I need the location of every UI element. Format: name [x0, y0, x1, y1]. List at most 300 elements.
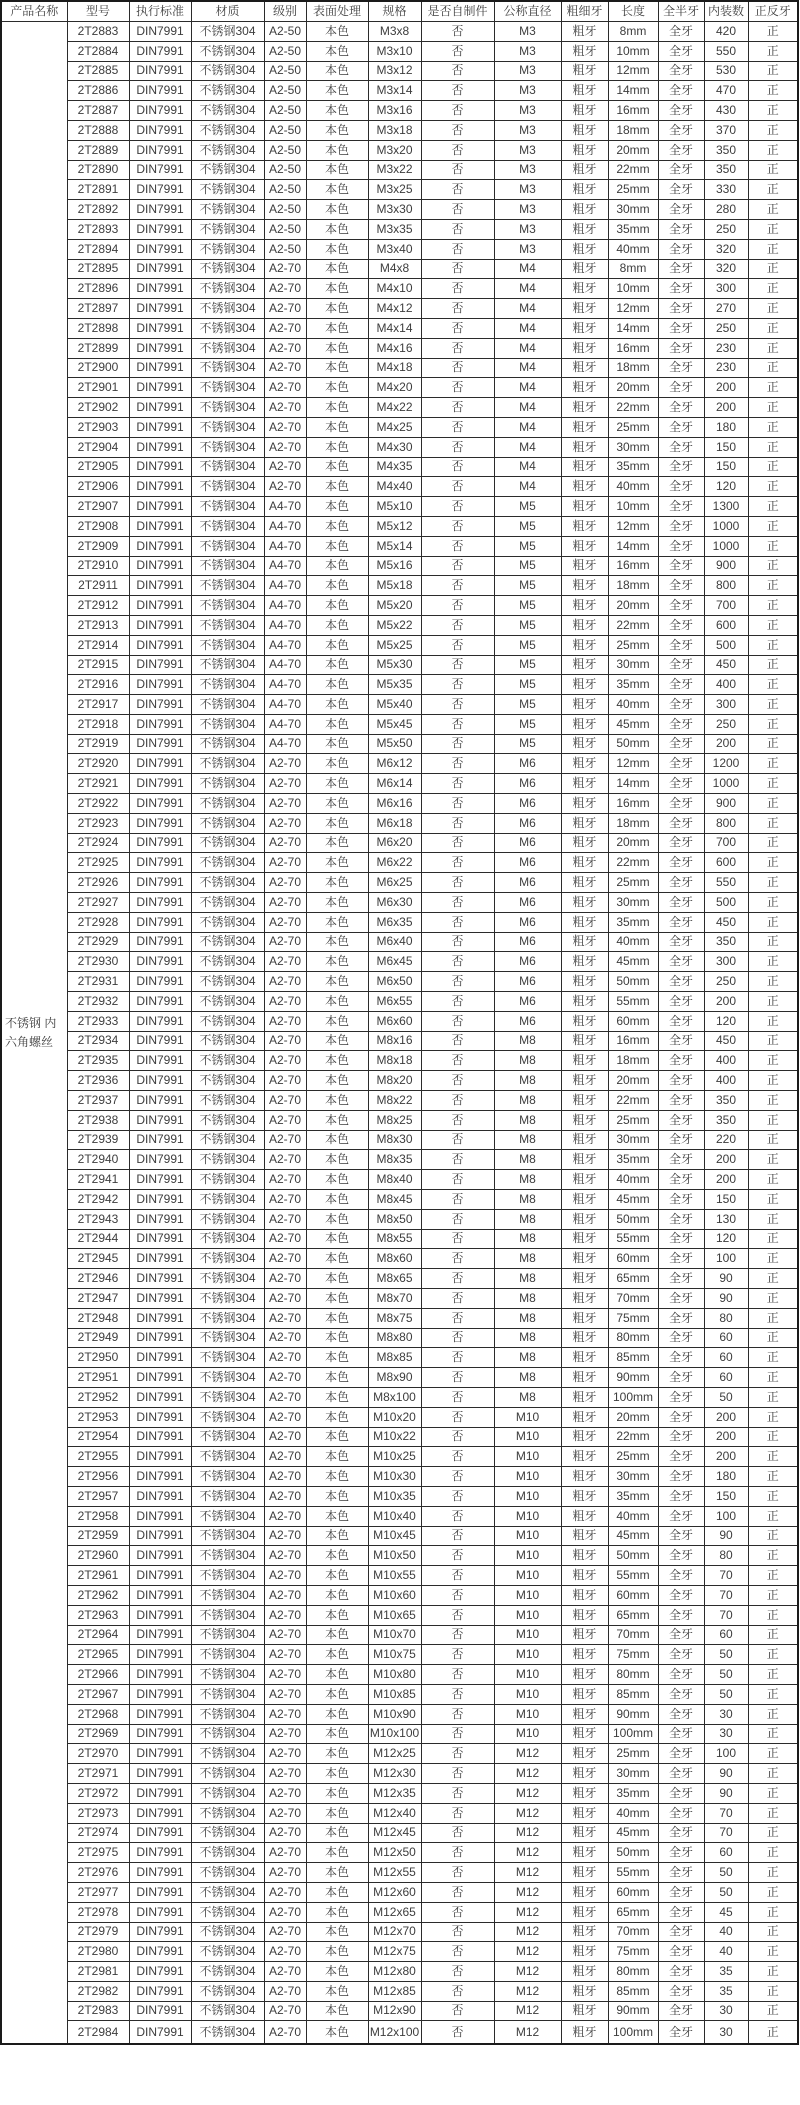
cell-pack-qty: 70: [704, 1803, 748, 1823]
cell-length: 18mm: [608, 576, 658, 596]
cell-thread-direction: 正: [748, 1665, 798, 1685]
cell-surface: 本色: [306, 1130, 368, 1150]
table-row: [1, 1783, 798, 1803]
cell-spec: M12x55: [368, 1863, 421, 1883]
cell-thread-coverage: 全牙: [658, 219, 704, 239]
cell-selfmade: 否: [421, 1051, 494, 1071]
cell-thread-type: 粗牙: [561, 1249, 608, 1269]
cell-model: 2T2912: [67, 596, 129, 616]
cell-diameter: M3: [494, 140, 561, 160]
cell-spec: M8x70: [368, 1289, 421, 1309]
cell-surface: 本色: [306, 1011, 368, 1031]
table-row: [1, 714, 798, 734]
cell-selfmade: 否: [421, 536, 494, 556]
cell-standard: DIN7991: [129, 1011, 191, 1031]
table-row: [1, 1308, 798, 1328]
cell-pack-qty: 270: [704, 299, 748, 319]
cell-grade: A2-70: [264, 1783, 306, 1803]
cell-pack-qty: 530: [704, 61, 748, 81]
cell-thread-direction: 正: [748, 1764, 798, 1784]
table-row: [1, 1190, 798, 1210]
table-header-row: [1, 1, 798, 22]
cell-material: 不锈钢304: [191, 1942, 264, 1962]
table-row: [1, 1387, 798, 1407]
cell-standard: DIN7991: [129, 358, 191, 378]
cell-diameter: M4: [494, 477, 561, 497]
cell-thread-coverage: 全牙: [658, 1308, 704, 1328]
cell-selfmade: 否: [421, 22, 494, 42]
cell-model: 2T2953: [67, 1407, 129, 1427]
cell-thread-type: 粗牙: [561, 1625, 608, 1645]
cell-thread-direction: 正: [748, 1130, 798, 1150]
cell-grade: A2-70: [264, 1269, 306, 1289]
cell-thread-coverage: 全牙: [658, 81, 704, 101]
col-header-thread-direction: 正反牙: [748, 1, 798, 22]
cell-model: 2T2968: [67, 1704, 129, 1724]
cell-surface: 本色: [306, 1031, 368, 1051]
cell-length: 30mm: [608, 1467, 658, 1487]
cell-diameter: M3: [494, 239, 561, 259]
cell-thread-coverage: 全牙: [658, 794, 704, 814]
cell-surface: 本色: [306, 1506, 368, 1526]
cell-selfmade: 否: [421, 1922, 494, 1942]
cell-standard: DIN7991: [129, 1289, 191, 1309]
cell-standard: DIN7991: [129, 219, 191, 239]
cell-model: 2T2958: [67, 1506, 129, 1526]
cell-model: 2T2984: [67, 2021, 129, 2045]
cell-spec: M10x20: [368, 1407, 421, 1427]
cell-standard: DIN7991: [129, 1605, 191, 1625]
cell-surface: 本色: [306, 1110, 368, 1130]
cell-thread-coverage: 全牙: [658, 1843, 704, 1863]
cell-model: 2T2957: [67, 1486, 129, 1506]
cell-standard: DIN7991: [129, 992, 191, 1012]
table-row: [1, 576, 798, 596]
cell-material: 不锈钢304: [191, 1071, 264, 1091]
cell-pack-qty: 30: [704, 2021, 748, 2045]
cell-model: 2T2921: [67, 774, 129, 794]
cell-pack-qty: 1000: [704, 516, 748, 536]
cell-selfmade: 否: [421, 200, 494, 220]
cell-diameter: M3: [494, 120, 561, 140]
cell-diameter: M10: [494, 1546, 561, 1566]
cell-material: 不锈钢304: [191, 1110, 264, 1130]
table-row: [1, 556, 798, 576]
cell-thread-coverage: 全牙: [658, 101, 704, 121]
cell-pack-qty: 80: [704, 1308, 748, 1328]
cell-material: 不锈钢304: [191, 219, 264, 239]
cell-spec: M3x35: [368, 219, 421, 239]
cell-thread-direction: 正: [748, 556, 798, 576]
cell-standard: DIN7991: [129, 1091, 191, 1111]
cell-material: 不锈钢304: [191, 853, 264, 873]
cell-length: 60mm: [608, 1249, 658, 1269]
table-row: [1, 1704, 798, 1724]
cell-diameter: M5: [494, 695, 561, 715]
cell-spec: M5x14: [368, 536, 421, 556]
cell-selfmade: 否: [421, 1031, 494, 1051]
cell-surface: 本色: [306, 1427, 368, 1447]
cell-spec: M10x60: [368, 1585, 421, 1605]
cell-thread-direction: 正: [748, 1744, 798, 1764]
cell-spec: M6x12: [368, 754, 421, 774]
cell-spec: M8x100: [368, 1387, 421, 1407]
cell-spec: M3x16: [368, 101, 421, 121]
cell-spec: M10x55: [368, 1566, 421, 1586]
cell-length: 20mm: [608, 1407, 658, 1427]
cell-pack-qty: 700: [704, 596, 748, 616]
cell-standard: DIN7991: [129, 61, 191, 81]
cell-pack-qty: 900: [704, 794, 748, 814]
cell-spec: M12x75: [368, 1942, 421, 1962]
cell-standard: DIN7991: [129, 655, 191, 675]
cell-selfmade: 否: [421, 81, 494, 101]
cell-pack-qty: 420: [704, 22, 748, 42]
cell-model: 2T2902: [67, 398, 129, 418]
cell-diameter: M8: [494, 1071, 561, 1091]
product-name-cell: 不锈钢 内六角螺丝: [1, 22, 67, 2045]
cell-material: 不锈钢304: [191, 1783, 264, 1803]
cell-grade: A4-70: [264, 695, 306, 715]
cell-thread-type: 粗牙: [561, 1962, 608, 1982]
cell-spec: M5x16: [368, 556, 421, 576]
cell-standard: DIN7991: [129, 378, 191, 398]
cell-material: 不锈钢304: [191, 734, 264, 754]
cell-thread-direction: 正: [748, 1704, 798, 1724]
cell-thread-type: 粗牙: [561, 61, 608, 81]
cell-spec: M12x50: [368, 1843, 421, 1863]
cell-thread-direction: 正: [748, 1684, 798, 1704]
cell-length: 75mm: [608, 1942, 658, 1962]
cell-spec: M8x60: [368, 1249, 421, 1269]
cell-diameter: M12: [494, 1744, 561, 1764]
cell-diameter: M6: [494, 932, 561, 952]
cell-material: 不锈钢304: [191, 1269, 264, 1289]
cell-thread-type: 粗牙: [561, 1566, 608, 1586]
cell-pack-qty: 700: [704, 833, 748, 853]
cell-pack-qty: 90: [704, 1764, 748, 1784]
cell-spec: M4x40: [368, 477, 421, 497]
cell-thread-direction: 正: [748, 714, 798, 734]
cell-grade: A2-70: [264, 1308, 306, 1328]
cell-selfmade: 否: [421, 1863, 494, 1883]
cell-thread-direction: 正: [748, 754, 798, 774]
cell-diameter: M6: [494, 754, 561, 774]
cell-thread-type: 粗牙: [561, 714, 608, 734]
cell-length: 10mm: [608, 497, 658, 517]
cell-diameter: M5: [494, 556, 561, 576]
cell-material: 不锈钢304: [191, 1190, 264, 1210]
cell-material: 不锈钢304: [191, 1744, 264, 1764]
table-row: [1, 1665, 798, 1685]
cell-length: 22mm: [608, 853, 658, 873]
cell-pack-qty: 1000: [704, 774, 748, 794]
cell-pack-qty: 1300: [704, 497, 748, 517]
cell-surface: 本色: [306, 675, 368, 695]
cell-material: 不锈钢304: [191, 596, 264, 616]
cell-standard: DIN7991: [129, 299, 191, 319]
cell-surface: 本色: [306, 972, 368, 992]
cell-standard: DIN7991: [129, 615, 191, 635]
table-row: [1, 1051, 798, 1071]
table-row: [1, 1882, 798, 1902]
cell-thread-coverage: 全牙: [658, 1526, 704, 1546]
col-header-spec: 规格: [368, 1, 421, 22]
cell-standard: DIN7991: [129, 1902, 191, 1922]
cell-thread-type: 粗牙: [561, 615, 608, 635]
cell-grade: A2-70: [264, 1744, 306, 1764]
cell-material: 不锈钢304: [191, 1170, 264, 1190]
cell-length: 8mm: [608, 259, 658, 279]
cell-thread-direction: 正: [748, 635, 798, 655]
cell-surface: 本色: [306, 1704, 368, 1724]
cell-material: 不锈钢304: [191, 813, 264, 833]
cell-thread-coverage: 全牙: [658, 1328, 704, 1348]
cell-selfmade: 否: [421, 417, 494, 437]
cell-selfmade: 否: [421, 1328, 494, 1348]
cell-diameter: M12: [494, 1981, 561, 2001]
cell-thread-direction: 正: [748, 1387, 798, 1407]
cell-standard: DIN7991: [129, 1387, 191, 1407]
cell-spec: M6x35: [368, 912, 421, 932]
cell-diameter: M6: [494, 833, 561, 853]
col-header-standard: 执行标准: [129, 1, 191, 22]
cell-model: 2T2955: [67, 1447, 129, 1467]
cell-pack-qty: 90: [704, 1269, 748, 1289]
cell-thread-coverage: 全牙: [658, 853, 704, 873]
cell-model: 2T2952: [67, 1387, 129, 1407]
cell-thread-coverage: 全牙: [658, 516, 704, 536]
cell-pack-qty: 250: [704, 714, 748, 734]
cell-model: 2T2923: [67, 813, 129, 833]
cell-thread-direction: 正: [748, 1249, 798, 1269]
cell-thread-direction: 正: [748, 338, 798, 358]
cell-thread-direction: 正: [748, 41, 798, 61]
cell-length: 35mm: [608, 912, 658, 932]
cell-thread-type: 粗牙: [561, 1289, 608, 1309]
cell-thread-direction: 正: [748, 81, 798, 101]
cell-thread-coverage: 全牙: [658, 437, 704, 457]
cell-spec: M4x18: [368, 358, 421, 378]
cell-thread-coverage: 全牙: [658, 1684, 704, 1704]
cell-diameter: M5: [494, 675, 561, 695]
cell-model: 2T2964: [67, 1625, 129, 1645]
cell-grade: A2-50: [264, 61, 306, 81]
cell-thread-type: 粗牙: [561, 41, 608, 61]
cell-standard: DIN7991: [129, 1447, 191, 1467]
cell-thread-direction: 正: [748, 1407, 798, 1427]
cell-spec: M4x12: [368, 299, 421, 319]
cell-spec: M10x35: [368, 1486, 421, 1506]
cell-model: 2T2899: [67, 338, 129, 358]
table-row: [1, 1447, 798, 1467]
cell-thread-type: 粗牙: [561, 219, 608, 239]
cell-thread-coverage: 全牙: [658, 1289, 704, 1309]
cell-selfmade: 否: [421, 1506, 494, 1526]
cell-spec: M4x16: [368, 338, 421, 358]
cell-grade: A2-70: [264, 754, 306, 774]
cell-pack-qty: 230: [704, 338, 748, 358]
cell-thread-coverage: 全牙: [658, 239, 704, 259]
cell-surface: 本色: [306, 358, 368, 378]
cell-pack-qty: 60: [704, 1348, 748, 1368]
table-row: [1, 318, 798, 338]
cell-grade: A2-70: [264, 1368, 306, 1388]
cell-thread-direction: 正: [748, 1803, 798, 1823]
cell-pack-qty: 130: [704, 1209, 748, 1229]
cell-length: 75mm: [608, 1645, 658, 1665]
cell-spec: M3x22: [368, 160, 421, 180]
table-row: [1, 596, 798, 616]
cell-diameter: M8: [494, 1170, 561, 1190]
table-row: [1, 61, 798, 81]
cell-material: 不锈钢304: [191, 338, 264, 358]
cell-surface: 本色: [306, 1744, 368, 1764]
cell-grade: A2-70: [264, 1704, 306, 1724]
cell-diameter: M5: [494, 615, 561, 635]
cell-grade: A2-70: [264, 2021, 306, 2045]
cell-standard: DIN7991: [129, 635, 191, 655]
cell-model: 2T2920: [67, 754, 129, 774]
cell-thread-type: 粗牙: [561, 358, 608, 378]
table-row: [1, 1348, 798, 1368]
cell-length: 45mm: [608, 1526, 658, 1546]
cell-length: 60mm: [608, 1585, 658, 1605]
cell-surface: 本色: [306, 1605, 368, 1625]
cell-material: 不锈钢304: [191, 932, 264, 952]
table-row: [1, 734, 798, 754]
cell-thread-coverage: 全牙: [658, 1229, 704, 1249]
cell-thread-coverage: 全牙: [658, 1150, 704, 1170]
cell-diameter: M6: [494, 912, 561, 932]
cell-surface: 本色: [306, 1328, 368, 1348]
cell-spec: M4x30: [368, 437, 421, 457]
cell-thread-direction: 正: [748, 1150, 798, 1170]
cell-thread-coverage: 全牙: [658, 1962, 704, 1982]
cell-diameter: M10: [494, 1526, 561, 1546]
cell-spec: M3x20: [368, 140, 421, 160]
cell-grade: A2-70: [264, 1645, 306, 1665]
cell-grade: A2-70: [264, 1348, 306, 1368]
cell-thread-coverage: 全牙: [658, 932, 704, 952]
cell-surface: 本色: [306, 734, 368, 754]
cell-spec: M4x8: [368, 259, 421, 279]
cell-thread-type: 粗牙: [561, 497, 608, 517]
cell-selfmade: 否: [421, 239, 494, 259]
cell-selfmade: 否: [421, 279, 494, 299]
cell-surface: 本色: [306, 81, 368, 101]
cell-pack-qty: 400: [704, 675, 748, 695]
cell-spec: M10x75: [368, 1645, 421, 1665]
cell-thread-direction: 正: [748, 1011, 798, 1031]
cell-diameter: M6: [494, 893, 561, 913]
cell-thread-type: 粗牙: [561, 1546, 608, 1566]
cell-thread-type: 粗牙: [561, 1328, 608, 1348]
cell-length: 40mm: [608, 1803, 658, 1823]
cell-model: 2T2895: [67, 259, 129, 279]
cell-diameter: M6: [494, 774, 561, 794]
cell-thread-direction: 正: [748, 1724, 798, 1744]
cell-thread-direction: 正: [748, 1486, 798, 1506]
cell-length: 25mm: [608, 1744, 658, 1764]
cell-standard: DIN7991: [129, 279, 191, 299]
cell-spec: M3x18: [368, 120, 421, 140]
cell-spec: M10x50: [368, 1546, 421, 1566]
cell-surface: 本色: [306, 61, 368, 81]
cell-model: 2T2891: [67, 180, 129, 200]
cell-length: 10mm: [608, 279, 658, 299]
cell-selfmade: 否: [421, 1803, 494, 1823]
table-row: [1, 615, 798, 635]
cell-thread-direction: 正: [748, 774, 798, 794]
table-row: [1, 1506, 798, 1526]
cell-material: 不锈钢304: [191, 1407, 264, 1427]
cell-diameter: M8: [494, 1209, 561, 1229]
cell-spec: M3x30: [368, 200, 421, 220]
cell-standard: DIN7991: [129, 180, 191, 200]
cell-grade: A2-70: [264, 1546, 306, 1566]
cell-thread-coverage: 全牙: [658, 952, 704, 972]
cell-model: 2T2905: [67, 457, 129, 477]
cell-grade: A2-50: [264, 160, 306, 180]
cell-pack-qty: 150: [704, 437, 748, 457]
cell-selfmade: 否: [421, 1724, 494, 1744]
cell-diameter: M5: [494, 497, 561, 517]
cell-surface: 本色: [306, 140, 368, 160]
cell-diameter: M8: [494, 1051, 561, 1071]
cell-thread-type: 粗牙: [561, 180, 608, 200]
cell-surface: 本色: [306, 1170, 368, 1190]
cell-selfmade: 否: [421, 318, 494, 338]
cell-grade: A2-70: [264, 1091, 306, 1111]
cell-grade: A2-70: [264, 1942, 306, 1962]
cell-material: 不锈钢304: [191, 2021, 264, 2045]
cell-diameter: M6: [494, 972, 561, 992]
cell-thread-type: 粗牙: [561, 120, 608, 140]
cell-thread-direction: 正: [748, 200, 798, 220]
cell-thread-direction: 正: [748, 2021, 798, 2045]
cell-thread-coverage: 全牙: [658, 1704, 704, 1724]
table-row: [1, 1526, 798, 1546]
cell-diameter: M6: [494, 853, 561, 873]
col-header-material: 材质: [191, 1, 264, 22]
cell-material: 不锈钢304: [191, 1823, 264, 1843]
cell-material: 不锈钢304: [191, 1902, 264, 1922]
cell-standard: DIN7991: [129, 81, 191, 101]
cell-thread-coverage: 全牙: [658, 338, 704, 358]
cell-selfmade: 否: [421, 1566, 494, 1586]
cell-spec: M10x85: [368, 1684, 421, 1704]
cell-spec: M6x45: [368, 952, 421, 972]
cell-selfmade: 否: [421, 695, 494, 715]
cell-model: 2T2951: [67, 1368, 129, 1388]
cell-diameter: M4: [494, 358, 561, 378]
cell-pack-qty: 90: [704, 1783, 748, 1803]
cell-pack-qty: 900: [704, 556, 748, 576]
cell-thread-type: 粗牙: [561, 1665, 608, 1685]
cell-selfmade: 否: [421, 596, 494, 616]
cell-model: 2T2946: [67, 1269, 129, 1289]
cell-selfmade: 否: [421, 61, 494, 81]
cell-length: 50mm: [608, 734, 658, 754]
cell-thread-coverage: 全牙: [658, 576, 704, 596]
cell-model: 2T2940: [67, 1150, 129, 1170]
cell-thread-type: 粗牙: [561, 200, 608, 220]
cell-spec: M6x25: [368, 873, 421, 893]
cell-model: 2T2937: [67, 1091, 129, 1111]
cell-thread-direction: 正: [748, 61, 798, 81]
cell-thread-coverage: 全牙: [658, 1368, 704, 1388]
